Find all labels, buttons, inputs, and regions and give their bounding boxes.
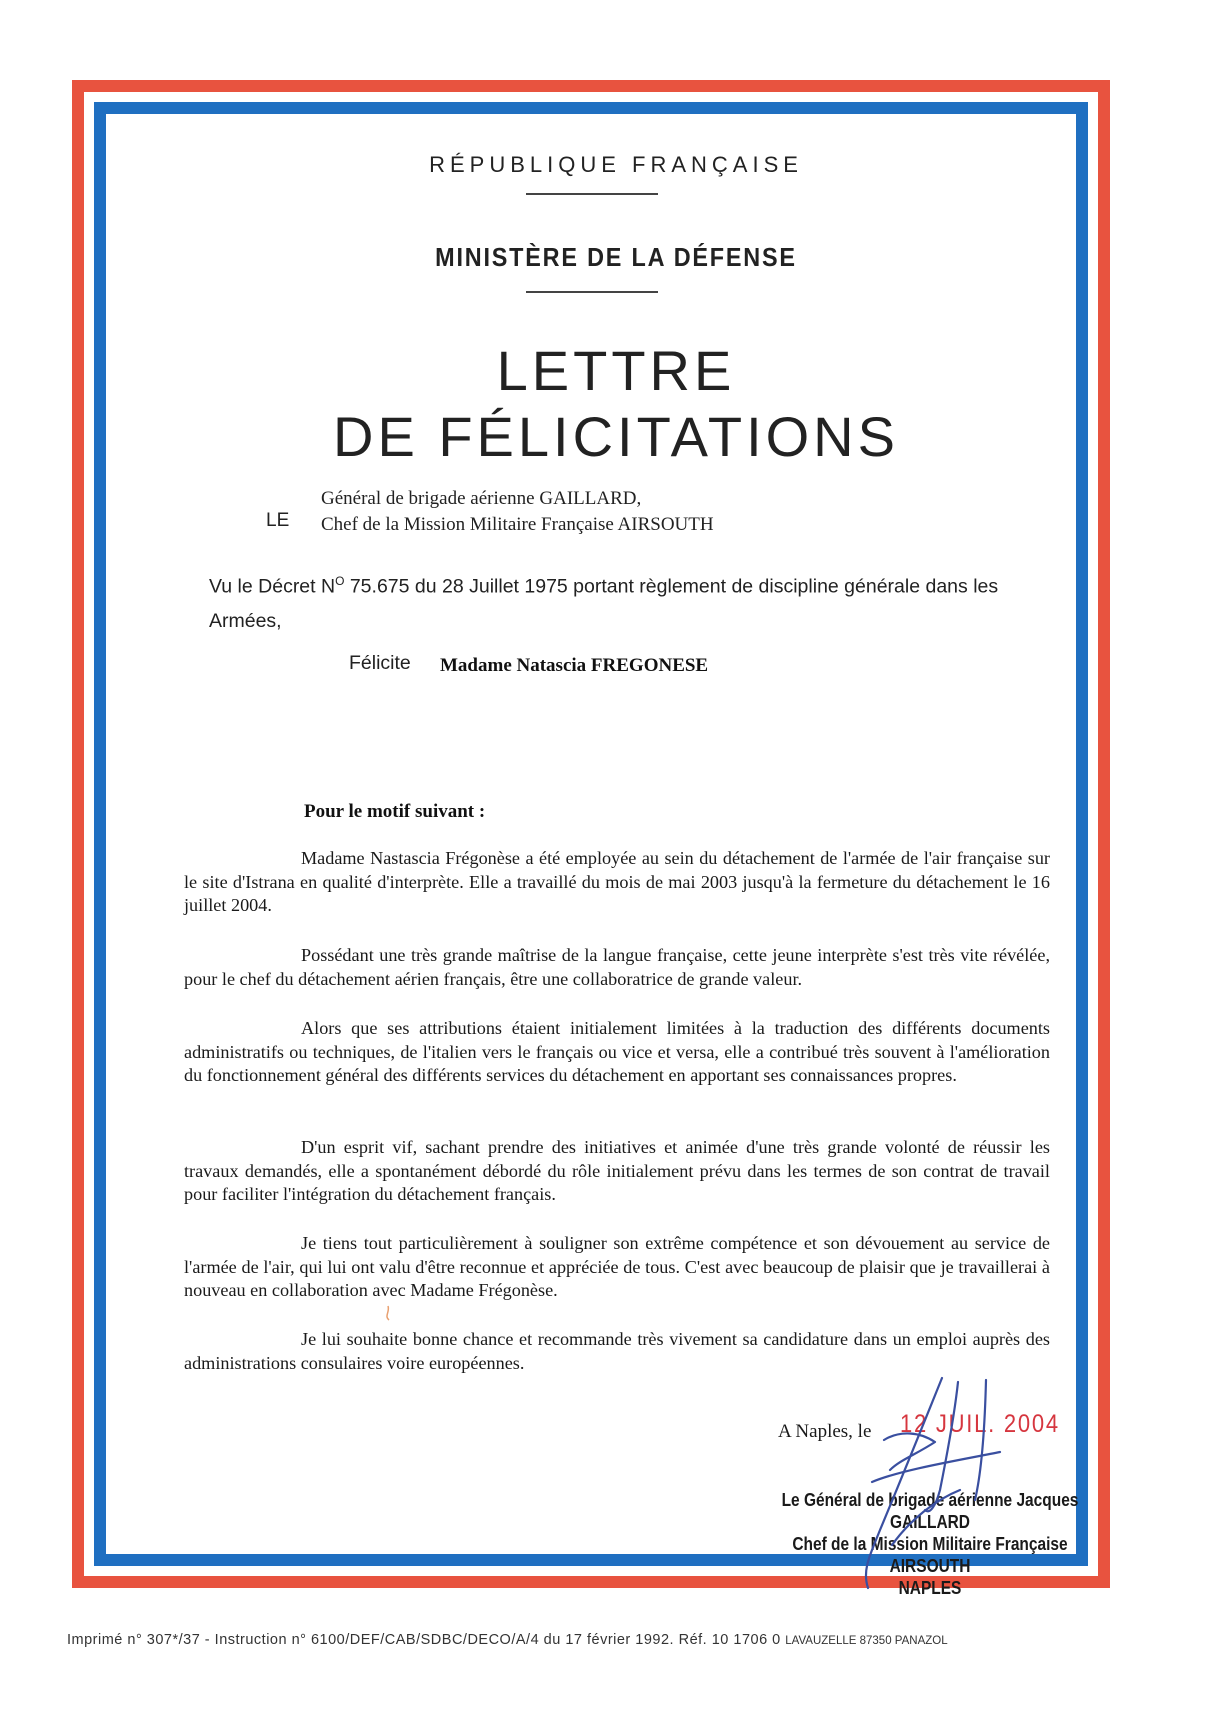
date-stamp: 12 JUIL. 2004 [900,1410,1060,1438]
paragraph-text: Je lui souhaite bonne chance et recommande très vivement sa candidature dans un emploi auprès des administrations consulaires voire européennes. [184,1329,1050,1373]
footer-publisher: LAVAUZELLE 87350 PANAZOL [785,1635,948,1647]
issuer-block [321,486,714,538]
body-paragraph [184,1136,1050,1207]
signature-stamp [758,1489,1102,1599]
divider-rule [526,193,658,195]
signature-stamp-line3: NAPLES [898,1578,962,1598]
paragraph-text: D'un esprit vif, sachant prendre des initiatives et animée d'une très grande volonté de réussir les travaux demandés, elle a spontanément débordé du rôle initialement prévu dans les termes de son contrat de travail pour faciliter l'intégration du détachement français. [184,1137,1050,1204]
body-paragraph [184,1328,1050,1375]
body-paragraph [184,1017,1050,1088]
decree-text-start: Vu le Décret N [209,575,336,598]
decree-reference [209,564,1029,638]
motif-heading: Pour le motif suivant : [304,801,486,822]
issuer-rank: Général de brigade aérienne GAILLARD, [321,488,642,509]
signature-stamp-line2: Chef de la Mission Militaire Française AIRSOUTH [792,1534,1068,1576]
commendation-label: Félicite [349,652,411,674]
document-title-line1: LETTRE [496,339,736,402]
body-paragraph [184,1232,1050,1303]
paragraph-text: Alors que ses attributions étaient initialement limitées à la traduction des différents documents administratifs ou techniques, de l'italien vers le français ou vice et versa, elle a contribué très souvent à l'amélioration du fonctionnement général des différents services du détachement en apportant ses connaissances propres. [184,1018,1050,1085]
issuer-function: Chef de la Mission Militaire Française AIRSOUTH [321,514,714,535]
body-paragraph [184,944,1050,991]
print-reference-footer [67,1632,948,1648]
closing-place: A Naples, le [778,1421,872,1442]
paragraph-text: Je tiens tout particulièrement à souligner son extrême compétence et son dévouement au service de l'armée de l'air, qui lui ont valu d'être reconnue et appréciée de tous. C'est avec beaucoup de plaisir que je travaillerai à nouveau en collaboration avec Madame Frégonèse. [184,1233,1050,1300]
decree-text-end: 75.675 du 28 Juillet 1975 portant règlement de discipline générale dans les Armées, [209,575,999,632]
ministry-heading: MINISTÈRE DE LA DÉFENSE [435,242,797,272]
recipient-name: Madame Natascia FREGONESE [440,655,709,676]
paragraph-text: Possédant une très grande maîtrise de la langue française, cette jeune interprète s'est très vite révélée, pour le chef du détachement aérien français, être une collaboratrice de grande valeur. [184,945,1050,989]
paragraph-text: Madame Nastascia Frégonèse a été employée au sein du détachement de l'armée de l'air française sur le site d'Istrana en qualité d'interprète. Elle a travaillé du mois de mai 2003 jusqu'à la fermeture du détachement le 16 juillet 2004. [184,848,1050,915]
decree-number-sign: O [335,574,345,588]
divider-rule [526,291,658,293]
republic-heading: RÉPUBLIQUE FRANÇAISE [429,152,803,177]
issuer-prefix: LE [266,510,290,531]
body-paragraph [184,847,1050,918]
footer-text: Imprimé n° 307*/37 - Instruction n° 6100/DEF/CAB/SDBC/DECO/A/4 du 17 février 1992. Réf. 10 1706 0 [67,1632,781,1648]
signature-stamp-line1: Le Général de brigade aérienne Jacques GAILLARD [781,1490,1079,1532]
document-title-line2: DE FÉLICITATIONS [333,405,899,468]
